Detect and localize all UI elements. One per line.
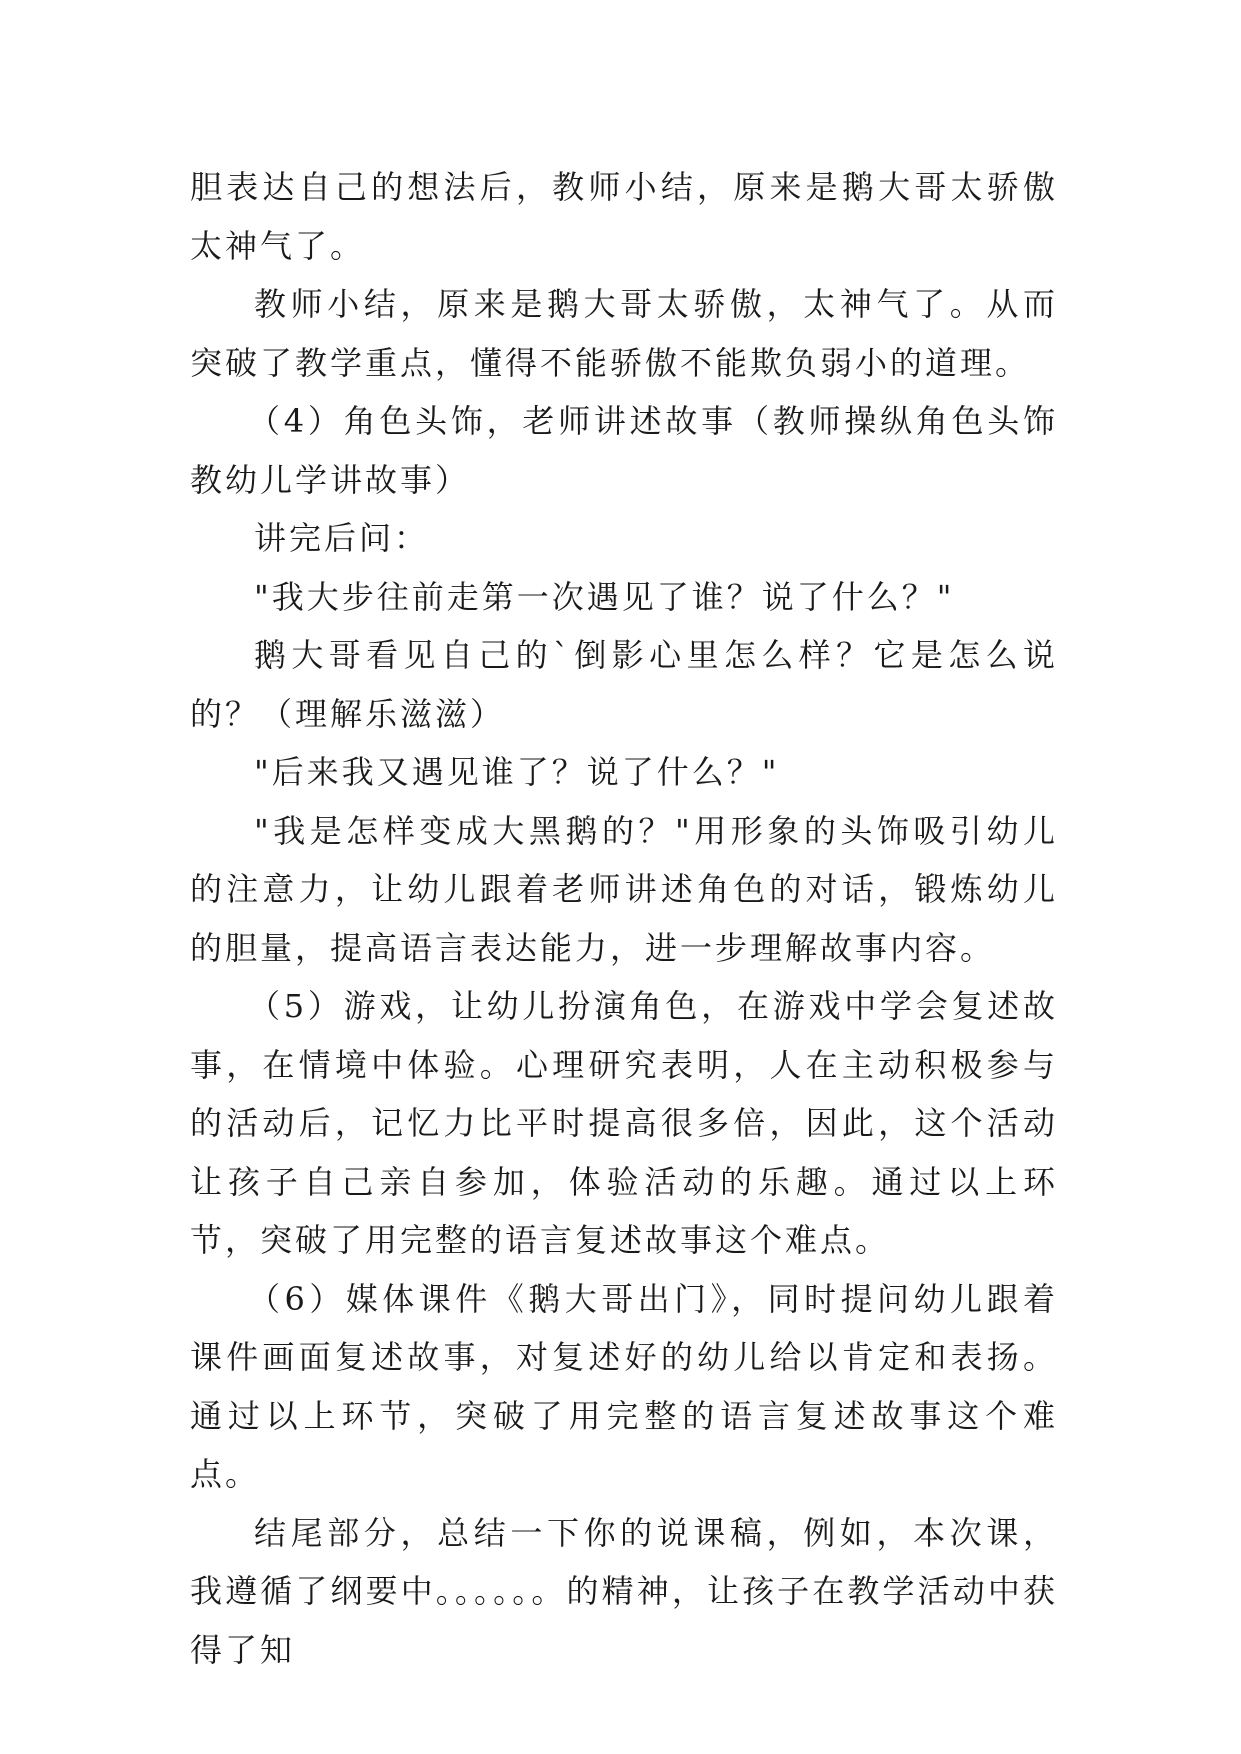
- paragraph-7: "后来我又遇见谁了？说了什么？": [254, 753, 780, 791]
- paragraph-8: "我是怎样变成大黑鹅的？"用形象的头饰吸引幼儿的注意力，让幼儿跟着老师讲述角色的对话，锻炼幼儿的胆量，提高语言表达能力，进一步理解故事内容。: [190, 811, 1058, 967]
- paragraph-5: "我大步往前走第一次遇见了谁？说了什么？": [254, 577, 955, 616]
- paragraph-6: 鹅大哥看见自己的`倒影心里怎么样？它是怎么说的？（理解乐滋滋）: [190, 636, 1058, 733]
- paragraph-2: 教师小结，原来是鹅大哥太骄傲，太神气了。从而突破了教学重点，懂得不能骄傲不能欺负弱小的道理。: [190, 285, 1058, 382]
- paragraph-1: 胆表达自己的想法后，教师小结，原来是鹅大哥太骄傲太神气了。: [190, 168, 1058, 265]
- paragraph-9: （5）游戏，让幼儿扮演角色，在游戏中学会复述故事，在情境中体验。心理研究表明，人在主动积极参与的活动后，记忆力比平时提高很多倍，因此，这个活动让孩子自己亲自参加，体验活动的乐趣。通过以上环节，突破了用完整的语言复述故事这个难点。: [190, 987, 1058, 1259]
- document-body: [190, 158, 1058, 1679]
- paragraph-11: 结尾部分，总结一下你的说课稿，例如，本次课，我遵循了纲要中。。。。。。的精神，让孩子在教学活动中获得了知: [190, 1513, 1058, 1669]
- paragraph-10: （6）媒体课件《鹅大哥出门》，同时提问幼儿跟着课件画面复述故事，对复述好的幼儿给以肯定和表扬。通过以上环节，突破了用完整的语言复述故事这个难点。: [190, 1279, 1058, 1493]
- paragraph-3: （4）角色头饰，老师讲述故事（教师操纵角色头饰教幼儿学讲故事）: [190, 402, 1058, 499]
- paragraph-4: 讲完后问：: [254, 519, 430, 557]
